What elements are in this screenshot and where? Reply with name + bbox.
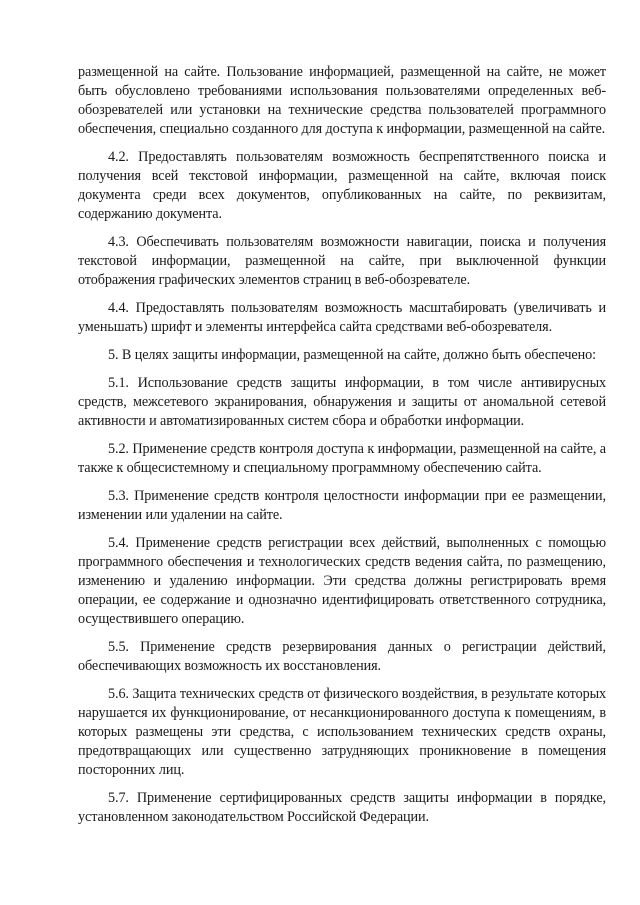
paragraph-5: 5. В целях защиты информации, размещенной на сайте, должно быть обеспечено: xyxy=(108,347,596,363)
paragraph-5-5: 5.5. Применение средств резервирования данных о регистрации действий, обеспечивающих возможность их восстановления. xyxy=(78,639,606,674)
paragraph-4-4: 4.4. Предоставлять пользователям возможность масштабировать (увеличивать и уменьшать) шрифт и элементы интерфейса сайта средствами веб-обозревателя. xyxy=(78,300,606,335)
paragraph-5-1: 5.1. Использование средств защиты информации, в том числе антивирусных средств, межсетевого экранирования, обнаружения и защиты от аномальной сетевой активности и автоматизированных систем сбора и обработки информации. xyxy=(78,375,606,429)
paragraph-5-6: 5.6. Защита технических средств от физического воздействия, в результате которых нарушается их функционирование, от несанкционированного доступа к помещениям, в которых размещены эти средства, с использованием технических средств охраны, предотвращающих или существенно затрудняющих проникновение в помещения посторонних лиц. xyxy=(78,686,606,778)
paragraph-5-4: 5.4. Применение средств регистрации всех действий, выполненных с помощью программного обеспечения и технологических средств ведения сайта, по размещению, изменению и удалению информации. Эти средства должны регистрировать время операции, ее содержание и однозначно идентифицировать ответственного сотрудника, осуществившего операцию. xyxy=(78,535,606,627)
paragraph-5-2: 5.2. Применение средств контроля доступа к информации, размещенной на сайте, а также к общесистемному и специальному программному обеспечению сайта. xyxy=(78,441,606,476)
paragraph-4-3: 4.3. Обеспечивать пользователям возможности навигации, поиска и получения текстовой информации, размещенной на сайте, при выключенной функции отображения графических элементов страниц в веб-обозревателе. xyxy=(78,234,606,288)
paragraph-4-2: 4.2. Предоставлять пользователям возможность беспрепятственного поиска и получения всей текстовой информации, размещенной на сайте, включая поиск документа среди всех документов, опубликованных на сайте, по реквизитам, содержанию документа. xyxy=(78,149,606,222)
paragraph-5-7: 5.7. Применение сертифицированных средств защиты информации в порядке, установленном законодательством Российской Федерации. xyxy=(78,790,606,825)
paragraph-5-3: 5.3. Применение средств контроля целостности информации при ее размещении, изменении или удалении на сайте. xyxy=(78,488,606,523)
document-page xyxy=(78,63,606,836)
paragraph-continuation: размещенной на сайте. Пользование информацией, размещенной на сайте, не может быть обусловлено требованиями использования пользователями определенных веб-обозревателей или установки на технические средства пользователей программного обеспечения, специально созданного для доступа к информации, размещенной на сайте. xyxy=(78,64,606,137)
